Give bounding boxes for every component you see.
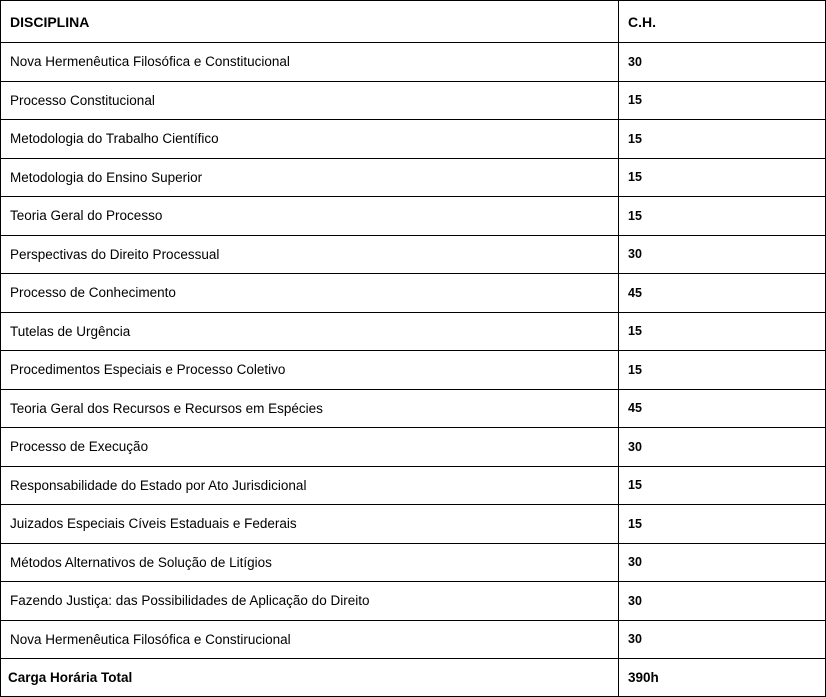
ch-cell: 45	[619, 274, 826, 313]
table-row	[1, 81, 826, 120]
table-row	[1, 312, 826, 351]
ch-cell: 45	[619, 389, 826, 428]
ch-cell: 30	[619, 235, 826, 274]
disciplina-cell: Teoria Geral do Processo	[1, 197, 619, 236]
ch-cell: 15	[619, 351, 826, 390]
ch-cell: 30	[619, 543, 826, 582]
disciplina-cell: Teoria Geral dos Recursos e Recursos em Espécies	[1, 389, 619, 428]
table-row	[1, 620, 826, 659]
disciplina-cell: Processo Constitucional	[1, 81, 619, 120]
ch-cell: 15	[619, 312, 826, 351]
disciplina-cell: Nova Hermenêutica Filosófica e Constirucional	[1, 620, 619, 659]
table-row	[1, 389, 826, 428]
disciplina-cell: Responsabilidade do Estado por Ato Jurisdicional	[1, 466, 619, 505]
table-row	[1, 505, 826, 544]
table-total-row	[1, 659, 826, 697]
ch-cell: 30	[619, 428, 826, 467]
total-value: 390h	[619, 659, 826, 697]
disciplina-cell: Nova Hermenêutica Filosófica e Constitucional	[1, 43, 619, 82]
table-row	[1, 274, 826, 313]
disciplina-cell: Metodologia do Trabalho Científico	[1, 120, 619, 159]
table-row	[1, 428, 826, 467]
disciplina-cell: Processo de Execução	[1, 428, 619, 467]
disciplina-cell: Metodologia do Ensino Superior	[1, 158, 619, 197]
table-header-row	[1, 1, 826, 43]
table-row	[1, 466, 826, 505]
table-row	[1, 43, 826, 82]
table-row	[1, 197, 826, 236]
ch-cell: 15	[619, 158, 826, 197]
disciplina-cell: Fazendo Justiça: das Possibilidades de Aplicação do Direito	[1, 582, 619, 621]
ch-cell: 30	[619, 43, 826, 82]
table-row	[1, 351, 826, 390]
table-row	[1, 582, 826, 621]
ch-cell: 30	[619, 582, 826, 621]
header-disciplina: DISCIPLINA	[1, 1, 619, 43]
ch-cell: 15	[619, 505, 826, 544]
disciplina-cell: Perspectivas do Direito Processual	[1, 235, 619, 274]
disciplina-cell: Juizados Especiais Cíveis Estaduais e Federais	[1, 505, 619, 544]
disciplina-cell: Métodos Alternativos de Solução de Litígios	[1, 543, 619, 582]
ch-cell: 15	[619, 197, 826, 236]
table-row	[1, 543, 826, 582]
table-row	[1, 235, 826, 274]
total-label: Carga Horária Total	[1, 659, 619, 697]
disciplina-cell: Tutelas de Urgência	[1, 312, 619, 351]
header-ch: C.H.	[619, 1, 826, 43]
ch-cell: 15	[619, 466, 826, 505]
table-row	[1, 158, 826, 197]
table-row	[1, 120, 826, 159]
disciplina-cell: Procedimentos Especiais e Processo Coletivo	[1, 351, 619, 390]
ch-cell: 15	[619, 120, 826, 159]
ch-cell: 15	[619, 81, 826, 120]
ch-cell: 30	[619, 620, 826, 659]
disciplina-cell: Processo de Conhecimento	[1, 274, 619, 313]
